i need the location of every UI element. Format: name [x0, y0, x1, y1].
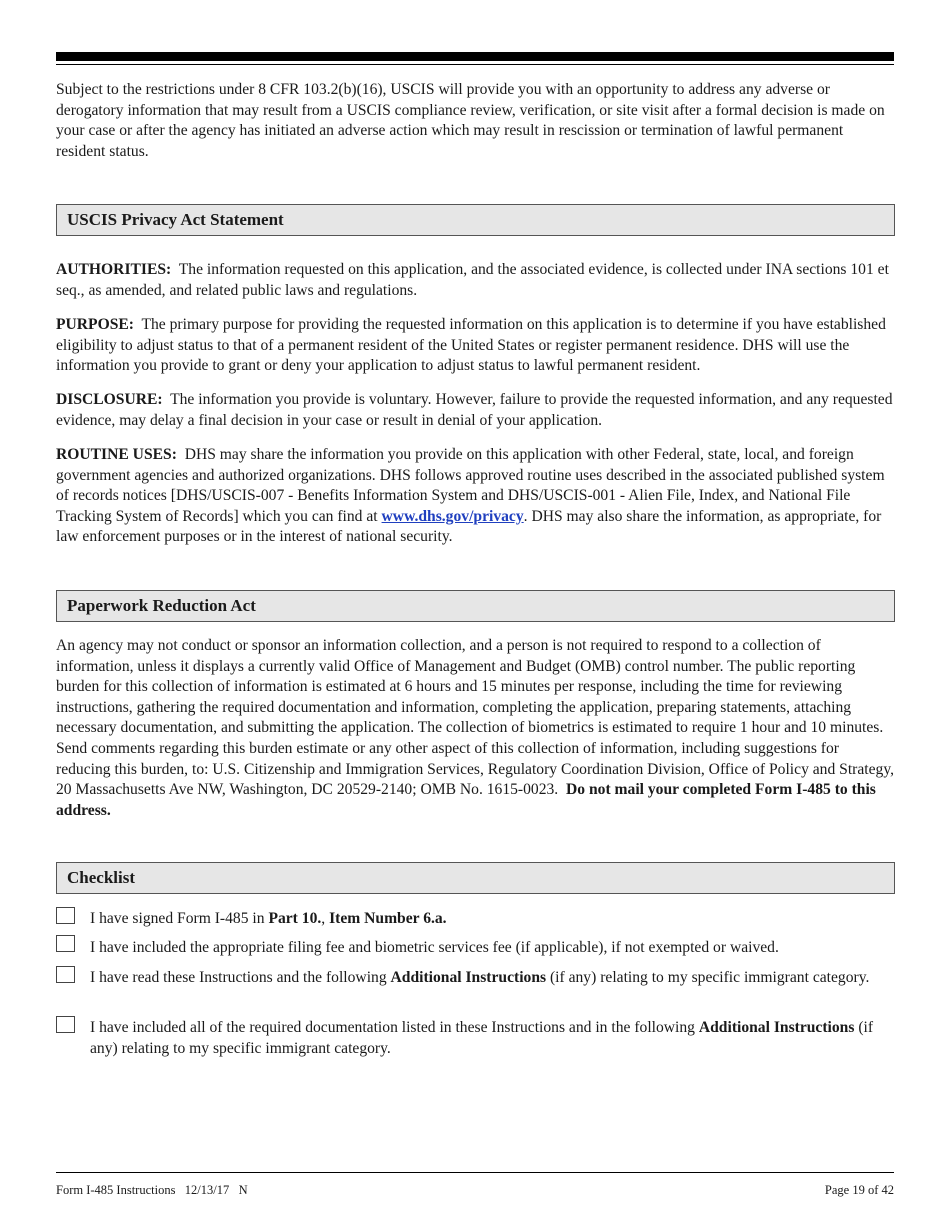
- routine-uses-text: DHS may share the information you provide on this application with other Federal, state, local, and foreign government agencies and authorized organizations. DHS follows approved routine uses described in the associated published system of records notices [DHS/USCIS-007 - Benefits Information System and DHS/USCIS-001 - Alien File, Index, and National File Tracking System of Records] which you can find at: [56, 446, 885, 525]
- routine-uses-text-end: . DHS may also share the information, as appropriate, for law enforcement purposes or in the interest of national security.: [56, 507, 882, 546]
- checklist-item-3-bold: Additional Instructions: [390, 969, 547, 986]
- checklist-item-2: I have included the appropriate filing fee and biometric services fee (if applicable), if not exempted or waived.: [90, 939, 779, 956]
- authorities-text: The information requested on this application, and the associated evidence, is collected under INA sections 101 et seq., as amended, and related public laws and regulations.: [56, 261, 889, 299]
- checklist-checkbox-2[interactable]: [56, 935, 75, 952]
- routine-uses-label: ROUTINE USES:: [56, 446, 177, 463]
- top-rule-thin: [56, 64, 894, 65]
- checklist-item-1: [90, 909, 890, 930]
- disclosure-text: The information you provide is voluntary. However, failure to provide the requested information, and any requested evidence, may delay a final decision in your case or result in denial of your application.: [56, 391, 893, 429]
- paperwork-text: An agency may not conduct or sponsor an information collection, and a person is not required to respond to a collection of information, unless it displays a currently valid Office of Management and Budget (OMB) control number. The public reporting burden for this collection of information is estimated at 6 hours and 15 minutes per response, including the time for reviewing instructions, gathering the required documentation and information, completing the application, preparing statements, attaching necessary documentation, and submitting the application. The collection of biometrics is estimated to require 1 hour and 10 minutes. Send comments regarding this burden estimate or any other aspect of this collection of information, including suggestions for reducing this burden, to: U.S. Citizenship and Immigration Services, Regulatory Coordination Division, Office of Policy and Strategy, 20 Massachusetts Ave NW, Washington, DC 20529-2140; OMB No. 1615-0023.: [56, 637, 895, 799]
- checklist-item-1-item-number: Item Number 6.a.: [329, 910, 447, 927]
- disclosure-label: DISCLOSURE:: [56, 391, 163, 408]
- checklist-checkbox-1[interactable]: [56, 907, 75, 924]
- intro-paragraph: Subject to the restrictions under 8 CFR 103.2(b)(16), USCIS will provide you with an opportunity to address any adverse or derogatory information that may result from a USCIS compliance review, verification, or site visit after a formal decision is made on your case or after the agency has initiated an adverse action which may result in rescission or termination of lawful permanent resident status.: [56, 81, 885, 160]
- checklist-section-header: [56, 862, 895, 894]
- footer-page-number: Page 19 of 42: [824, 1183, 894, 1197]
- purpose-paragraph: [56, 315, 896, 377]
- purpose-label: PURPOSE:: [56, 316, 134, 333]
- checklist-checkbox-4[interactable]: [56, 1016, 75, 1033]
- paperwork-bold-note: Do not mail your completed Form I-485 to this address.: [56, 781, 876, 819]
- checklist-item-4-text-end: (if any) relating to my specific immigrant category.: [90, 1019, 874, 1057]
- paperwork-section-header: [56, 590, 895, 622]
- dhs-privacy-link[interactable]: www.dhs.gov/privacy: [381, 507, 524, 525]
- checklist-checkbox-3[interactable]: [56, 966, 75, 983]
- privacy-heading: USCIS Privacy Act Statement: [67, 210, 284, 229]
- checklist-item-3-text: I have read these Instructions and the following: [90, 969, 391, 986]
- top-rule-thick: [56, 52, 894, 61]
- authorities-label: AUTHORITIES:: [56, 261, 172, 278]
- purpose-text: The primary purpose for providing the requested information on this application is to determine if you have established eligibility to adjust status to that of a permanent resident of the United States or register permanent residence. DHS will use the information you provide to grant or deny your application to adjust status to lawful permanent resident.: [56, 316, 886, 375]
- paperwork-paragraph: [56, 636, 896, 821]
- checklist-item-1-sep: ,: [321, 910, 330, 927]
- checklist-item-3: [90, 968, 890, 989]
- checklist-heading: Checklist: [67, 868, 135, 887]
- checklist-item-4-text: I have included all of the required documentation listed in these Instructions and in the following: [90, 1019, 699, 1036]
- checklist-item-4-bold: Additional Instructions: [698, 1019, 855, 1036]
- footer-rule: [56, 1172, 894, 1173]
- footer-form-id: Form I-485 Instructions 12/13/17 N: [56, 1183, 248, 1197]
- checklist-item-4: [90, 1018, 890, 1059]
- authorities-paragraph: [56, 260, 896, 301]
- disclosure-paragraph: [56, 390, 896, 431]
- checklist-item-3-text-end: (if any) relating to my specific immigrant category.: [546, 969, 870, 986]
- routine-uses-paragraph: [56, 445, 896, 548]
- checklist-item-1-text: I have signed Form I-485 in: [90, 910, 269, 927]
- checklist-item-1-part: Part 10.: [268, 910, 322, 927]
- privacy-section-header: [56, 204, 895, 236]
- paperwork-heading: Paperwork Reduction Act: [67, 596, 256, 615]
